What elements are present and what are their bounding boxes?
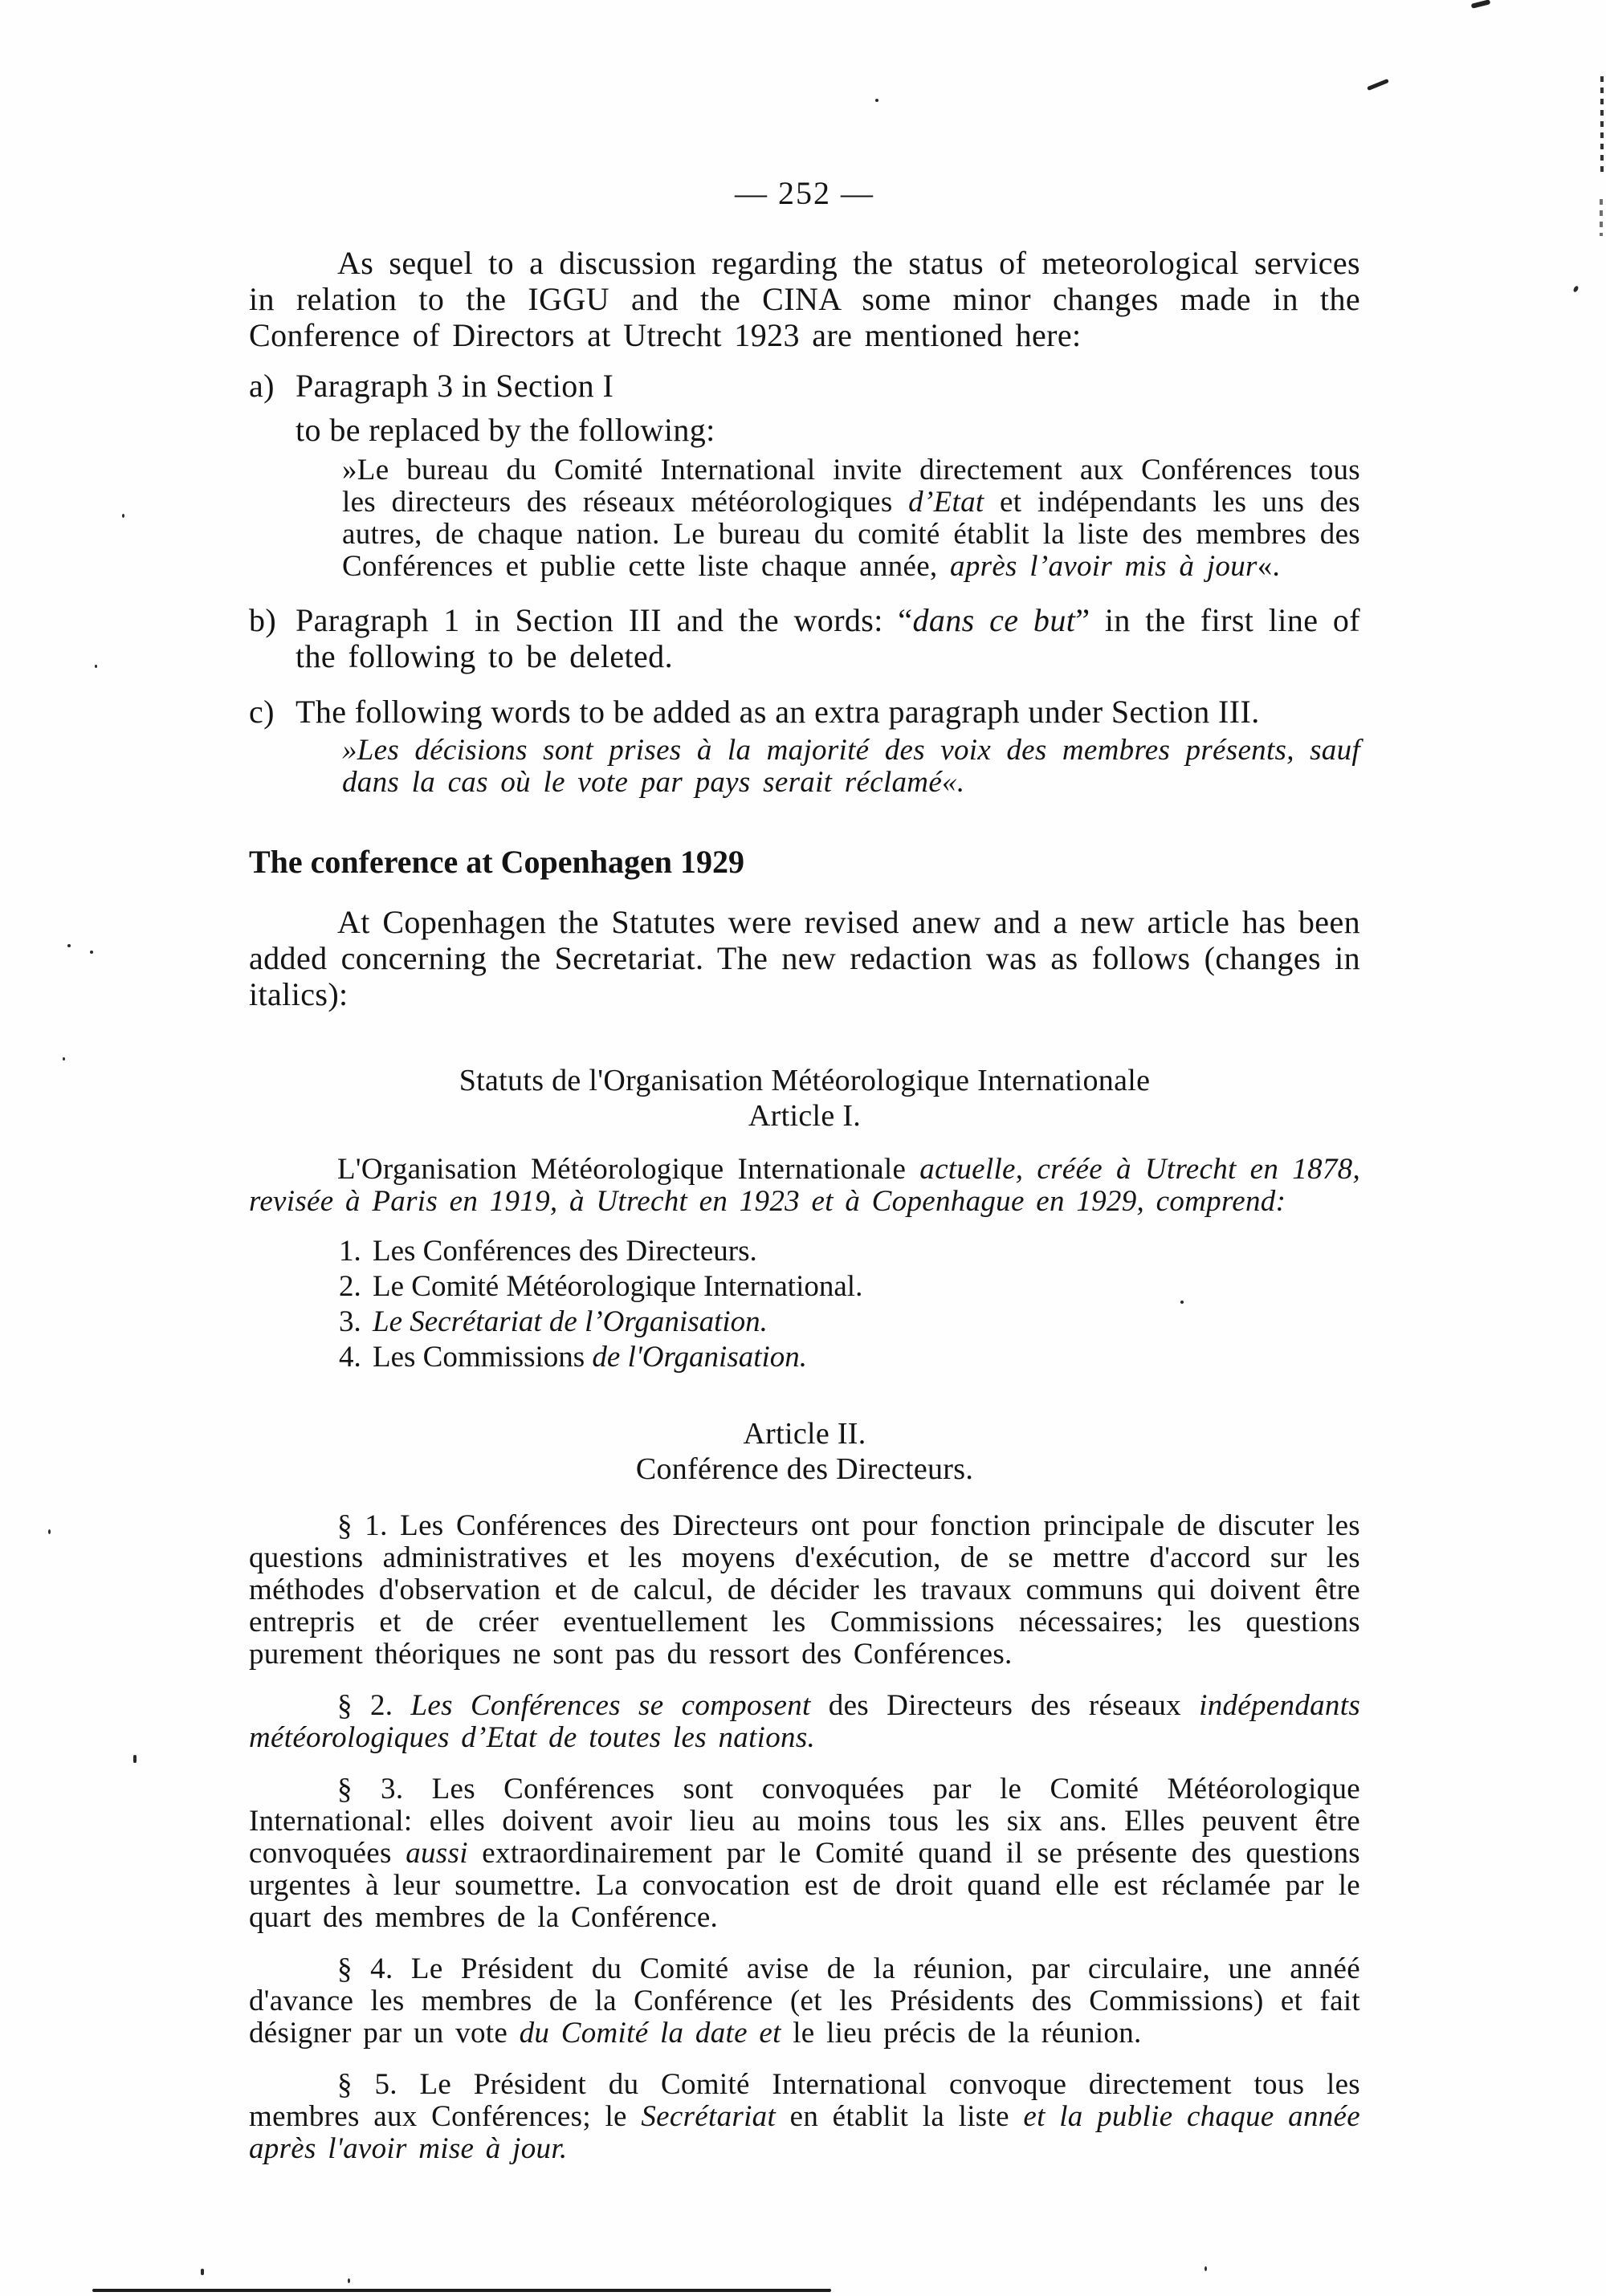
scan-speck (348, 2278, 350, 2283)
article1-item-2 (339, 1269, 1360, 1305)
article1-heading: Article I. (748, 1099, 862, 1133)
item-number: 4. (339, 1341, 361, 1374)
item-number: 2. (339, 1270, 361, 1303)
scan-speck (1204, 2266, 1207, 2271)
item-number: 3. (339, 1305, 361, 1338)
item-text: Les Conférences des Directeurs. (373, 1235, 757, 1268)
article2-subheading: Conférence des Directeurs. (635, 1452, 974, 1486)
scan-artifact-dash (1471, 0, 1491, 9)
scan-speck (90, 951, 93, 954)
item-text: Les Commissions de l'Organisation. (373, 1341, 808, 1374)
scan-speck (875, 99, 878, 102)
scan-speck (122, 514, 124, 518)
scan-edge-artifact (1600, 76, 1604, 174)
scan-bottom-edge-artifact (92, 2289, 831, 2292)
amendment-a-quote: »Le bureau du Comité International invite directement aux Conférences tous les directeurs des réseaux météorologiques d’Etat et indépendants les uns des autres, de chaque nation. Le bureau du comité établit la liste des membres des Conférences et publie cette liste chaque année, après l’avoir mis à jour«. (342, 454, 1360, 583)
scan-artifact-dash (1367, 79, 1389, 91)
article1-list (339, 1234, 1360, 1375)
article1-intro: L'Organisation Météorologique Internationale actuelle, créée à Utrecht en 1878, revisée à Paris en 1919, à Utrecht en 1923 et à Copenhague en 1929, comprend: (249, 1153, 1360, 1218)
amendment-b-text: Paragraph 1 in Section III and the words: “dans ce but” in the first line of the following to be deleted. (296, 602, 1360, 674)
amendment-item-c (249, 694, 1360, 730)
article2-section-4: § 4. Le Président du Comité avise de la réunion, par circulaire, une annéé d'avance les membres de la Conférence (et les Présidents des Commissions) et fait désigner par un vote du Comité la date et le lieu précis de la réunion. (249, 1952, 1360, 2050)
article2-section-1: § 1. Les Conférences des Directeurs ont pour fonction principale de discuter les questions administratives et les moyens d'exécution, de se mettre d'accord sur les méthodes d'observation et de calcul, de décider les travaux communs qui doivent être entrepris et de créer eventuellement les Commissions nécessaires; les questions purement théoriques ne sont pas du ressort des Conférences. (249, 1509, 1360, 1671)
article2-section-5: § 5. Le Président du Comité International convoque directement tous les membres aux Conférences; le Secrétariat en établit la liste et la publie chaque année après l'avoir mise à jour. (249, 2068, 1361, 2165)
scan-speck (133, 1755, 137, 1763)
amendment-a-title: Paragraph 3 in Section I (296, 368, 614, 404)
scan-speck (1180, 1301, 1184, 1304)
scan-speck (63, 1057, 65, 1060)
amendment-item-a (249, 368, 1360, 404)
copenhagen-paragraph: At Copenhagen the Statutes were revised anew and a new article has been added concerning the Secretariat. The new redaction was as follows (changes in italics): (249, 904, 1360, 1012)
page-content (249, 175, 1360, 2165)
amendment-a-subtitle: to be replaced by the following: (296, 412, 715, 448)
article2-section-2: § 2. Les Conférences se composent des Directeurs des réseaux indépendants météorologiques d’Etat de toutes les nations. (249, 1689, 1361, 1754)
amendment-item-b (249, 602, 1360, 674)
article1-item-3 (339, 1305, 1360, 1340)
intro-paragraph: As sequel to a discussion regarding the status of meteorological services in relation to the IGGU and the CINA some minor changes made in the Conference of Directors at Utrecht 1923 are mentioned here: (249, 245, 1360, 353)
scan-speck (201, 2269, 204, 2275)
scan-edge-artifact (1600, 199, 1603, 236)
amendment-label-a: a) (249, 368, 275, 404)
item-number: 1. (339, 1235, 361, 1268)
amendment-c-quote: »Les décisions sont prises à la majorité des voix des membres présents, sauf dans la cas où le vote par pays serait réclamé«. (342, 734, 1360, 799)
item-text: Le Comité Météorologique International. (373, 1270, 863, 1303)
scan-speck (1572, 285, 1579, 292)
article2-section-3: § 3. Les Conférences sont convoquées par le Comité Météorologique International: elles doivent avoir lieu au moins tous les six ans. Elles peuvent être convoquées aussi extraordinairement par le Comité quand il se présente des questions urgentes à leur soumettre. La convocation est de droit quand elle est réclamée par le quart des membres de la Conférence. (249, 1773, 1360, 1934)
scan-speck (48, 1529, 51, 1534)
scan-speck (95, 665, 97, 668)
copenhagen-heading: The conference at Copenhagen 1929 (249, 844, 744, 880)
item-text: Le Secrétariat de l’Organisation. (373, 1305, 768, 1338)
article1-item-4 (339, 1340, 1360, 1375)
article1-item-1 (339, 1234, 1360, 1269)
amendment-c-title: The following words to be added as an extra paragraph under Section III. (296, 694, 1260, 730)
amendment-label-c: c) (249, 694, 275, 730)
statutes-title: Statuts de l'Organisation Météorologique Internationale (459, 1064, 1151, 1097)
article2-heading: Article II. (743, 1417, 866, 1451)
scan-speck (67, 944, 71, 947)
amendment-label-b: b) (249, 602, 277, 638)
page-number: — 252 — (735, 175, 874, 211)
